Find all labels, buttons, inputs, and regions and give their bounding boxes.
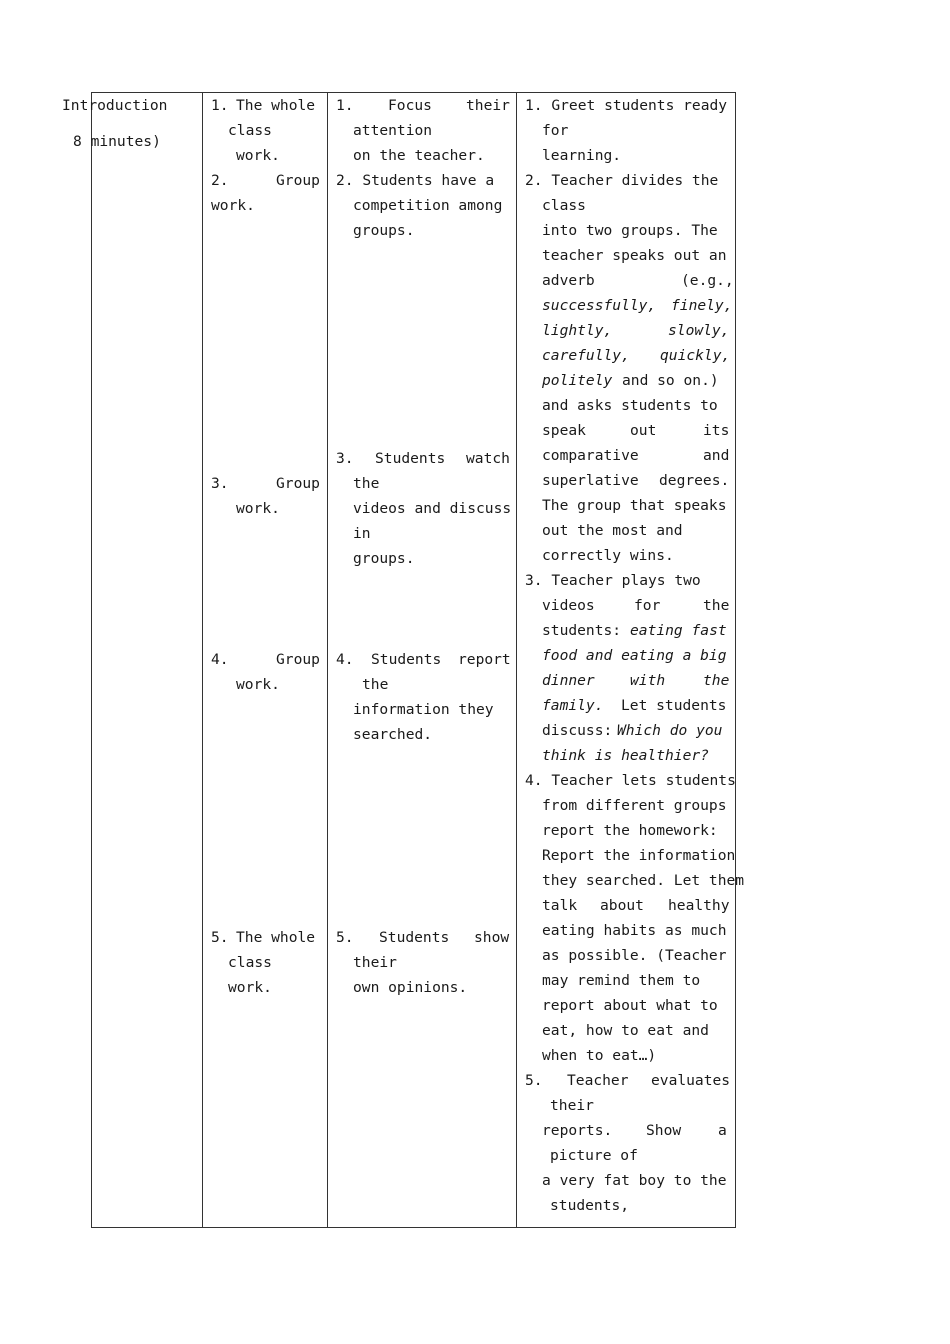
- table-border-left: [91, 92, 92, 1228]
- stage-name: Introduction: [62, 97, 168, 114]
- lesson-plan-page: Introduction 8 minutes) 1. The whole class work. 2. Group work. 3. Group work. 4. Group work. 5. The whole class work. 1. Focus their attention on the teacher. 2. Students have a competition among groups. 3. Students watch the videos and discuss in groups. 4. Students report the information they searched. 5. Students show their own opinions. 1. Greet students ready for learning. 2. Teacher divides the class into two groups. The teacher speaks out an adverb (e.g., successfully, finely, lightly, slowly, carefully, quickly, politely and so on.) and asks students to speak out its comparative and superlative degrees. The group that speaks out the most and correctly wins. 3. Teacher plays two videos for the students: eating fast food and eating a big dinner with the family. Let students discuss: Which do you think is healthier? 4. Teacher lets students from different groups report the homework: Report the information they searched. Let them talk about healthy eating habits as much as possible. (Teacher may remind them to report about what to eat, how to eat and when to eat…) 5. Teacher evaluates their reports. Show a picture of a very fat boy to the students,: [0, 0, 950, 1344]
- column-divider-2: [327, 92, 328, 1228]
- table-border-bottom: [91, 1227, 736, 1228]
- column-divider-3: [516, 92, 517, 1228]
- table-border-right: [735, 92, 736, 1228]
- stage-duration: 8 minutes): [73, 133, 161, 150]
- column-divider-1: [202, 92, 203, 1228]
